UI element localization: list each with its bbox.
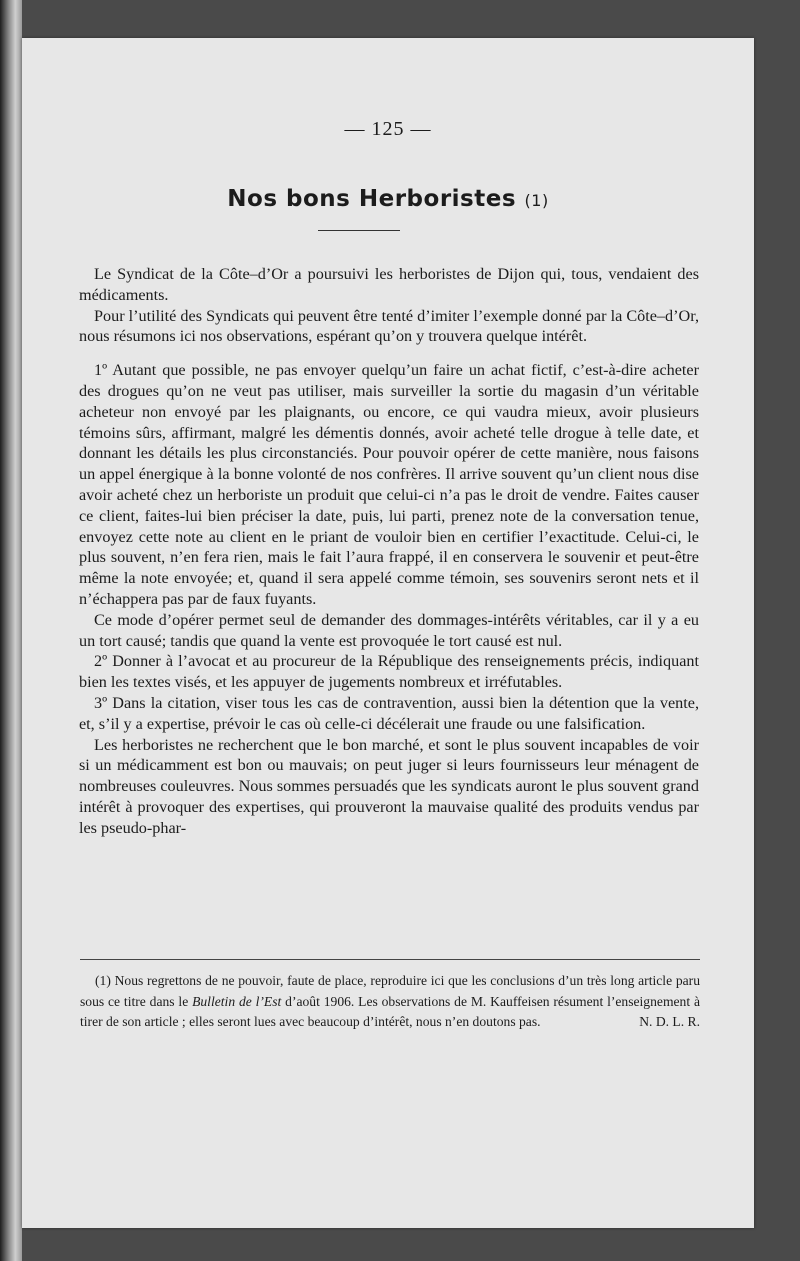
- article-body: [79, 264, 699, 839]
- footnote: [80, 971, 700, 1033]
- paragraph-point-1: 1º Autant que possible, ne pas envoyer quelqu’un faire un achat fictif, c’est-à-dire acheter des drogues qu’on ne veut pas utiliser, mais surveiller la sortie du magasin d’un véritable acheteur non envoyé par les plaignants, ou encore, ce qui vaudra mieux, avoir plusieurs témoins sûrs, affirmant, malgré les démentis donnés, avoir acheté telle drogue à telle date, et donnant les détails les plus circonstanciés. Pour pouvoir opérer de cette manière, nous faisons un appel énergique à la bonne volonté de nos confrères. Il arrive souvent qu’un client nous dise avoir acheté chez un herboriste un produit que celui-ci n’a pas le droit de vendre. Faites causer ce client, faites-lui bien préciser la date, puis, lui parti, prenez note de la conversation tenue, envoyez cette note au client en le priant de vouloir bien en certifier l’exactitude. Celui-ci, le plus souvent, n’en fera rien, mais le fait l’aura frappé, il en conservera le souvenir et peut-être même la note envoyée; et, quand il sera appelé comme témoin, ses souvenirs seront nets et il n’échappera pas par de faux fuyants.: [79, 361, 699, 608]
- article-title: [22, 186, 754, 212]
- footnote-publication: Bulletin de l’Est: [192, 993, 282, 1009]
- paragraph-point-2: 2º Donner à l’avocat et au procureur de la République des renseignements précis, indiquant bien les textes visés, et les appuyer de jugements nombreux et irréfutables.: [79, 652, 699, 692]
- footnote-text-end: d’août 1906. Les observations de M. Kauffeisen résument l’enseignement à tirer de son article ; elles seront lues avec beaucoup d’intérêt, nous n’en doutons pas.: [80, 993, 700, 1029]
- article-title-text: Nos bons Herboristes: [227, 186, 517, 212]
- page-edge-shadow: [0, 0, 22, 1261]
- footnote-signature: N. D. L. R.: [639, 1014, 700, 1029]
- footnote-text: [80, 971, 700, 1033]
- paragraph-point-3: 3º Dans la citation, viser tous les cas de contravention, aussi bien la détention que la vente, et, s’il y a expertise, prévoir le cas où celle-ci décélerait une fraude ou une falsification.: [79, 693, 699, 733]
- paragraph-intro: Le Syndicat de la Côte–d’Or a poursuivi les herboristes de Dijon qui, tous, vendaient des médicaments.: [79, 265, 699, 304]
- paragraph-herbalists: Les herboristes ne recherchent que le bon marché, et sont le plus souvent incapables de voir si un médicamment est bon ou mauvais; on peut juger si leurs fournisseurs leur ménagent de nombreuses couleuvres. Nous sommes persuadés que les syndicats auront le plus souvent grand intérêt à provoquer des expertises, qui prouveront la mauvaise qualité des produits vendus par les pseudo-phar-: [79, 735, 699, 837]
- footnote-rule: [80, 959, 700, 960]
- footnote-text-start: (1) Nous regrettons de ne pouvoir, faute de place, reproduire ici que les conclusions d’un très long article paru sous ce titre dans le: [80, 973, 700, 1009]
- title-rule: [318, 230, 400, 231]
- page-number: — 125 —: [344, 118, 432, 140]
- paragraph-damages: Ce mode d’opérer permet seul de demander des dommages-intérêts véritables, car il y a eu un tort causé; tandis que quand la vente est provoquée le tort causé est nul.: [79, 610, 699, 650]
- title-footnote-ref: (1): [524, 191, 549, 210]
- paragraph-purpose: Pour l’utilité des Syndicats qui peuvent être tenté d’imiter l’exemple donné par la Côte–d’Or, nous résumons ici nos observations, espérant qu’on y trouvera quelque intérêt.: [79, 306, 699, 346]
- document-page: [22, 38, 754, 1228]
